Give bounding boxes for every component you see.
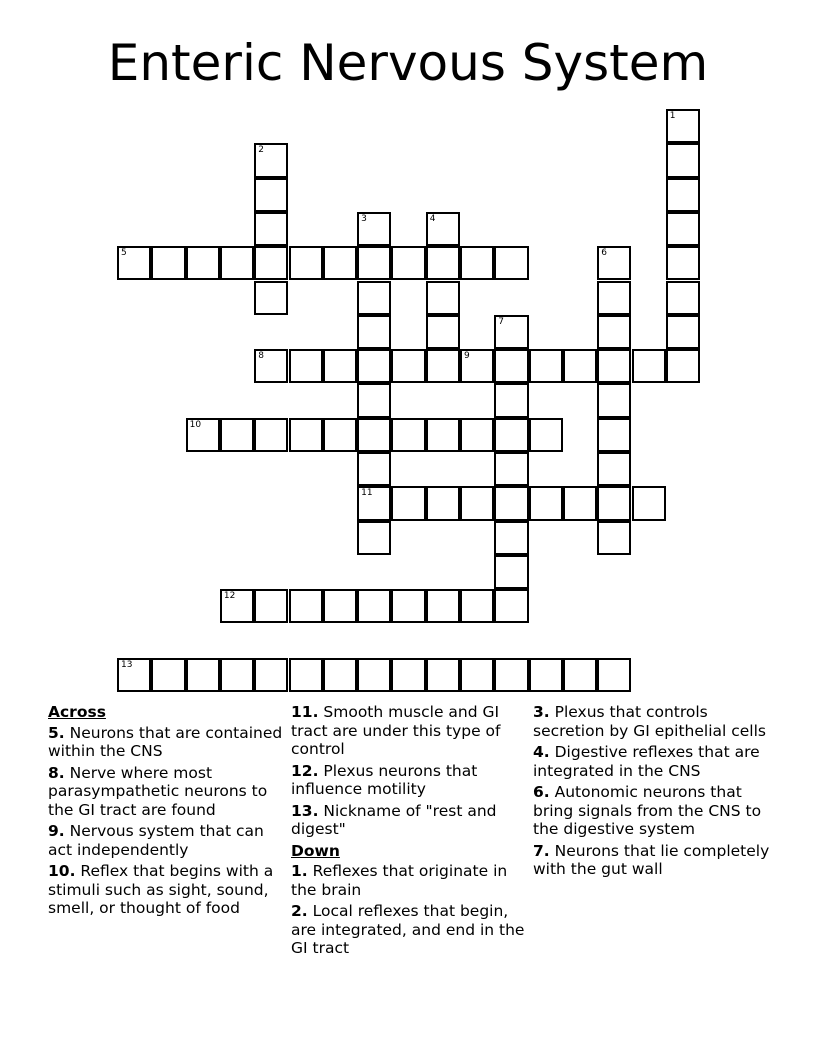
grid-cell[interactable] [323, 349, 357, 383]
grid-cell[interactable] [597, 246, 631, 280]
grid-cell[interactable] [426, 418, 460, 452]
grid-cell[interactable] [494, 315, 528, 349]
grid-cell[interactable] [666, 246, 700, 280]
cell-number: 5 [121, 248, 127, 259]
clue-text: Neurons that lie completely with the gut wall [533, 841, 770, 878]
grid-cell[interactable] [254, 143, 288, 177]
clue-number: 13. [291, 801, 319, 820]
clue-text: Nickname of "rest and digest" [291, 801, 497, 838]
grid-cell[interactable] [597, 486, 631, 520]
grid-cell[interactable] [666, 178, 700, 212]
clue-across-10 [48, 862, 288, 918]
cell-number: 6 [601, 248, 607, 259]
grid-cell[interactable] [494, 246, 528, 280]
cell-number: 2 [258, 145, 264, 156]
grid-cell[interactable] [597, 452, 631, 486]
grid-cell[interactable] [529, 486, 563, 520]
clue-text: Nervous system that can act independently [48, 822, 264, 859]
grid-cell[interactable] [632, 349, 666, 383]
clue-number: 6. [533, 783, 550, 801]
grid-cell[interactable] [254, 178, 288, 212]
cell-number: 13 [121, 659, 133, 670]
grid-cell[interactable] [357, 212, 391, 246]
grid-cell[interactable] [666, 212, 700, 246]
grid-cell[interactable] [391, 418, 425, 452]
grid-cell[interactable] [597, 349, 631, 383]
clue-number: 4. [533, 743, 550, 761]
clue-number: 10. [48, 862, 76, 880]
grid-cell[interactable] [186, 418, 220, 452]
clue-across-5 [48, 724, 288, 761]
grid-cell[interactable] [254, 212, 288, 246]
grid-cell[interactable] [494, 521, 528, 555]
grid-cell[interactable] [426, 315, 460, 349]
grid-cell[interactable] [117, 246, 151, 280]
clue-text: Reflexes that originate in the brain [291, 862, 508, 899]
grid-cell[interactable] [391, 246, 425, 280]
grid-cell[interactable] [632, 486, 666, 520]
grid-cell[interactable] [597, 315, 631, 349]
clue-down-1 [291, 862, 531, 899]
grid-cell[interactable] [666, 281, 700, 315]
grid-cell[interactable] [529, 658, 563, 692]
cell-number: 11 [361, 488, 373, 499]
grid-cell[interactable] [323, 418, 357, 452]
cell-number: 12 [223, 591, 236, 602]
grid-cell[interactable] [563, 349, 597, 383]
grid-cell[interactable] [666, 143, 700, 177]
grid-cell[interactable] [323, 589, 357, 623]
grid-cell[interactable] [254, 658, 288, 692]
grid-cell[interactable] [494, 452, 528, 486]
grid-cell[interactable] [391, 486, 425, 520]
grid-cell[interactable] [254, 281, 288, 315]
grid-cell[interactable] [460, 486, 494, 520]
clue-number: 2. [291, 902, 308, 920]
grid-cell[interactable] [357, 486, 391, 520]
grid-cell[interactable] [323, 658, 357, 692]
grid-cell[interactable] [357, 418, 391, 452]
grid-cell[interactable] [357, 589, 391, 623]
down-heading: Down [291, 841, 340, 860]
grid-cell[interactable] [357, 452, 391, 486]
grid-cell[interactable] [563, 486, 597, 520]
clue-down-2 [291, 902, 531, 958]
grid-cell[interactable] [357, 281, 391, 315]
clues-column-2 [291, 703, 531, 961]
cell-number: 9 [464, 351, 470, 362]
clue-number: 11. [291, 703, 319, 721]
page-title: Enteric Nervous System [107, 34, 709, 92]
cell-number: 4 [429, 213, 436, 224]
grid-cell[interactable] [357, 658, 391, 692]
grid-cell[interactable] [357, 521, 391, 555]
clue-down-4 [533, 743, 773, 780]
clue-across-13 [291, 802, 531, 839]
grid-cell[interactable] [494, 383, 528, 417]
grid-cell[interactable] [426, 246, 460, 280]
grid-cell[interactable] [529, 418, 563, 452]
grid-cell[interactable] [666, 349, 700, 383]
grid-cell[interactable] [220, 658, 254, 692]
clue-text: Local reflexes that begin, are integrated, and end in the GI tract [291, 902, 525, 957]
grid-cell[interactable] [494, 555, 528, 589]
grid-cell[interactable] [220, 246, 254, 280]
grid-cell[interactable] [289, 658, 323, 692]
grid-cell[interactable] [289, 349, 323, 383]
grid-cell[interactable] [460, 246, 494, 280]
grid-cell[interactable] [357, 383, 391, 417]
grid-cell[interactable] [254, 349, 288, 383]
grid-cell[interactable] [186, 658, 220, 692]
clue-text: Smooth muscle and GI tract are under this type of control [291, 703, 501, 758]
grid-cell[interactable] [426, 349, 460, 383]
clue-number: 12. [291, 761, 319, 780]
grid-cell[interactable] [391, 658, 425, 692]
cell-number: 3 [361, 213, 367, 224]
clue-down-6 [533, 783, 773, 839]
grid-cell[interactable] [529, 349, 563, 383]
grid-cell[interactable] [289, 246, 323, 280]
clue-across-12 [291, 762, 531, 799]
grid-cell[interactable] [494, 486, 528, 520]
clue-across-11 [291, 703, 531, 759]
cell-number: 1 [669, 111, 676, 121]
grid-cell[interactable] [391, 349, 425, 383]
grid-cell[interactable] [151, 658, 185, 692]
grid-cell[interactable] [597, 281, 631, 315]
grid-cell[interactable] [357, 349, 391, 383]
clue-text: Plexus neurons that influence motility [291, 761, 478, 798]
clue-number: 1. [291, 862, 308, 880]
cell-number: 8 [258, 351, 264, 362]
grid-cell[interactable] [460, 658, 494, 692]
grid-cell[interactable] [494, 658, 528, 692]
grid-cell[interactable] [220, 418, 254, 452]
clue-number: 8. [48, 763, 65, 782]
grid-cell[interactable] [666, 315, 700, 349]
clue-text: Reflex that begins with a stimuli such as sight, sound, smell, or thought of food [48, 862, 274, 917]
grid-cell[interactable] [289, 418, 323, 452]
grid-cell[interactable] [254, 418, 288, 452]
clue-number: 9. [48, 822, 65, 840]
clue-text: Plexus that controls secretion by GI epithelial cells [533, 703, 766, 740]
grid-cell[interactable] [426, 486, 460, 520]
grid-cell[interactable] [186, 246, 220, 280]
grid-cell[interactable] [460, 418, 494, 452]
grid-cell[interactable] [426, 281, 460, 315]
grid-cell[interactable] [597, 521, 631, 555]
grid-cell[interactable] [426, 589, 460, 623]
clue-down-7 [533, 842, 773, 879]
cell-number: 10 [189, 419, 202, 430]
grid-cell[interactable] [357, 246, 391, 280]
grid-cell[interactable] [460, 589, 494, 623]
grid-cell[interactable] [426, 658, 460, 692]
grid-cell[interactable] [597, 418, 631, 452]
grid-cell[interactable] [357, 315, 391, 349]
grid-cell[interactable] [494, 349, 528, 383]
clue-text: Autonomic neurons that bring signals from the CNS to the digestive system [533, 783, 762, 838]
cell-number: 7 [498, 316, 505, 327]
grid-cell[interactable] [323, 246, 357, 280]
grid-cell[interactable] [563, 658, 597, 692]
clue-text: Neurons that are contained within the CNS [48, 723, 283, 760]
grid-cell[interactable] [597, 383, 631, 417]
grid-cell[interactable] [597, 658, 631, 692]
across-heading: Across [48, 703, 106, 721]
clue-across-9 [48, 822, 288, 859]
grid-cell[interactable] [426, 212, 460, 246]
clue-text: Digestive reflexes that are integrated in the CNS [533, 743, 760, 780]
clue-number: 3. [533, 703, 550, 721]
clue-number: 7. [533, 841, 550, 860]
grid-cell[interactable] [460, 349, 494, 383]
grid-cell[interactable] [494, 418, 528, 452]
grid-cell[interactable] [494, 589, 528, 623]
clues-column-1 [48, 703, 288, 921]
grid-cell[interactable] [117, 658, 151, 692]
grid-cell[interactable] [391, 589, 425, 623]
clue-number: 5. [48, 723, 65, 742]
clue-text: Nerve where most parasympathetic neurons to the GI tract are found [48, 763, 268, 819]
clues-column-3 [533, 703, 773, 882]
clue-across-8 [48, 764, 288, 820]
grid-cell[interactable] [151, 246, 185, 280]
grid-cell[interactable] [220, 589, 254, 623]
grid-cell[interactable] [666, 109, 700, 143]
clue-down-3 [533, 703, 773, 740]
grid-cell[interactable] [254, 246, 288, 280]
grid-cell[interactable] [254, 589, 288, 623]
grid-cell[interactable] [289, 589, 323, 623]
